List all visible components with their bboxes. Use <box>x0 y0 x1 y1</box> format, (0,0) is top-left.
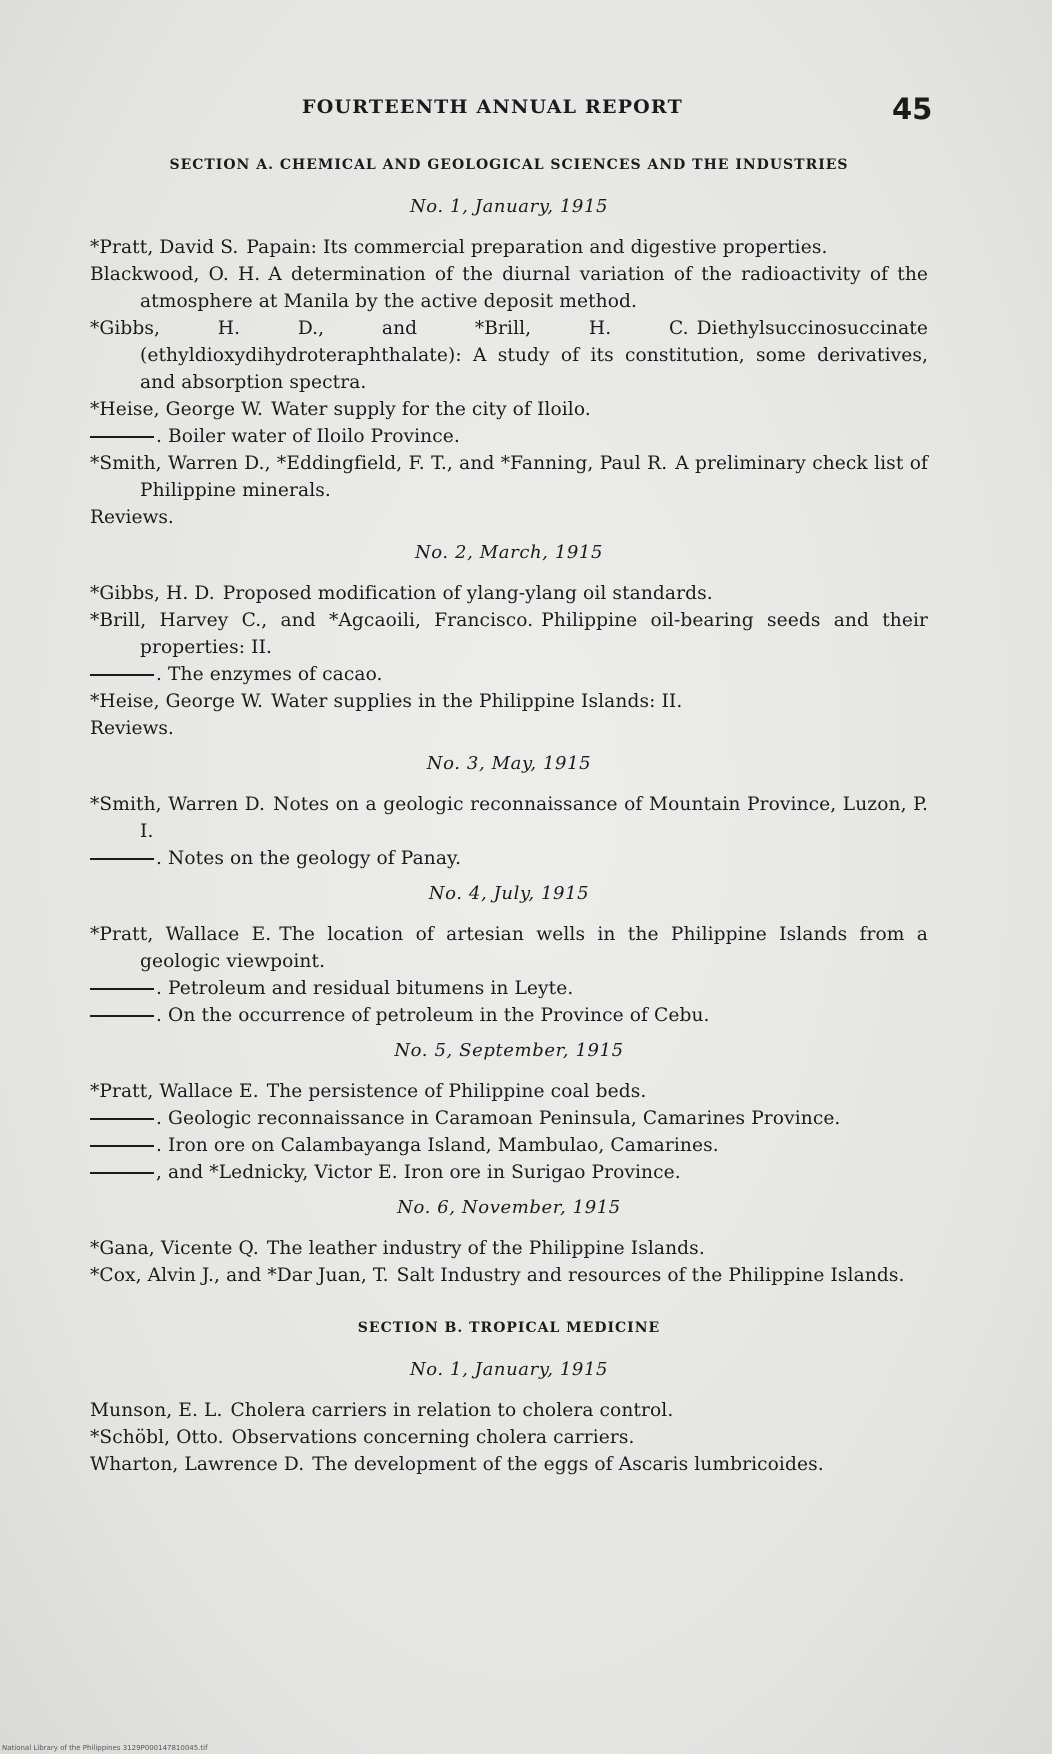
entry-title: The location of artesian wells in the Philippine Islands from a geologic viewpoint. <box>140 924 928 972</box>
issue-heading: No. 5, September, 1915 <box>394 1040 624 1061</box>
section-heading: SECTION A. CHEMICAL AND GEOLOGICAL SCIENCES AND THE INDUSTRIES <box>169 157 849 173</box>
running-title: FOURTEENTH ANNUAL REPORT <box>302 96 683 118</box>
entry-title: . Petroleum and residual bitumens in Leyte. <box>156 978 574 999</box>
bibliography-entry <box>90 1002 928 1029</box>
bibliography-entry <box>90 921 928 975</box>
ditto-dash <box>90 1015 154 1017</box>
ditto-dash <box>90 1145 154 1147</box>
ditto-dash <box>90 988 154 990</box>
issue-heading: No. 2, March, 1915 <box>414 542 604 563</box>
spacer <box>90 531 928 539</box>
spacer <box>90 1029 928 1037</box>
ditto-dash <box>90 674 154 676</box>
issue-heading: No. 1, January, 1915 <box>409 1359 609 1380</box>
bibliography-entry <box>90 975 928 1002</box>
entry-title: The leather industry of the Philippine Islands. <box>266 1238 705 1259</box>
entry-author: *Pratt, Wallace E. <box>90 924 272 945</box>
entry-title: . The enzymes of cacao. <box>156 664 383 685</box>
bibliography-entry <box>90 580 928 607</box>
bibliography-entry <box>90 1235 928 1262</box>
entry-author: Blackwood, O. H. <box>90 264 261 285</box>
entry-title: Water supply for the city of Iloilo. <box>271 399 591 420</box>
bibliography-entry <box>90 845 928 872</box>
entry-author: *Gibbs, H. D. <box>90 583 215 604</box>
entry-author: *Smith, Warren D. <box>90 794 266 815</box>
scan-footer: National Library of the Philippines 3129P000147810045.tif <box>2 1744 208 1752</box>
entry-title: . Boiler water of Iloilo Province. <box>156 426 460 447</box>
bibliography-entry <box>90 423 928 450</box>
spacer <box>90 742 928 750</box>
page-number: 45 <box>892 92 933 126</box>
bibliography-entry <box>90 1078 928 1105</box>
entry-author: *Heise, George W. <box>90 691 264 712</box>
entry-author: *Heise, George W. <box>90 399 264 420</box>
spacer <box>90 1478 928 1486</box>
bibliography-entry <box>90 1424 928 1451</box>
entry-title: A determination of the diurnal variation of the radioactivity of the atmosphere at Manila by the active deposit method. <box>140 264 929 312</box>
issue-heading: No. 4, July, 1915 <box>428 883 590 904</box>
bibliography-entry <box>90 450 928 504</box>
entry-title: Philippine oil-bearing seeds and their properties: II. <box>140 610 928 658</box>
entry-title: . Iron ore on Calambayanga Island, Mambulao, Camarines. <box>156 1135 719 1156</box>
entry-author: Wharton, Lawrence D. <box>90 1454 305 1475</box>
entry-author: *Gana, Vicente Q. <box>90 1238 259 1259</box>
entry-author: *Cox, Alvin J., and *Dar Juan, T. <box>90 1265 389 1286</box>
bibliography-entry <box>90 1132 928 1159</box>
issue-heading: No. 3, May, 1915 <box>426 753 592 774</box>
bibliography-entry <box>90 1451 928 1478</box>
bibliography-entry <box>90 688 928 715</box>
entry-title: . On the occurrence of petroleum in the Province of Cebu. <box>156 1005 710 1026</box>
entry-author: *Smith, Warren D., *Eddingfield, F. T., and *Fanning, Paul R. <box>90 453 668 474</box>
entry-title: The persistence of Philippine coal beds. <box>266 1081 647 1102</box>
issue-heading: No. 1, January, 1915 <box>409 196 609 217</box>
entry-title: A preliminary check list of Philippine minerals. <box>140 453 928 501</box>
ditto-dash <box>90 858 154 860</box>
entry-title: . Notes on the geology of Panay. <box>156 848 462 869</box>
section-heading: SECTION B. TROPICAL MEDICINE <box>357 1320 661 1336</box>
bibliography-entry <box>90 1397 928 1424</box>
spacer <box>90 872 928 880</box>
ditto-dash <box>90 1172 154 1174</box>
bibliography-entry <box>90 1159 928 1186</box>
entry-author: *Gibbs, H. D., and *Brill, H. C. <box>90 318 689 339</box>
bibliography-entry <box>90 791 928 845</box>
reviews-line: Reviews. <box>90 718 174 739</box>
reviews-line: Reviews. <box>90 507 174 528</box>
entry-author: Munson, E. L. <box>90 1400 223 1421</box>
entry-title: Notes on a geologic reconnaissance of Mountain Province, Luzon, P. I. <box>140 794 928 842</box>
entry-author: *Pratt, David S. <box>90 237 239 258</box>
issue-heading: No. 6, November, 1915 <box>397 1197 621 1218</box>
entry-title: Cholera carriers in relation to cholera control. <box>230 1400 674 1421</box>
entry-author: *Pratt, Wallace E. <box>90 1081 259 1102</box>
entry-title: Observations concerning cholera carriers. <box>231 1427 635 1448</box>
document-body <box>90 152 928 1486</box>
entry-title: Water supplies in the Philippine Islands: II. <box>271 691 683 712</box>
bibliography-entry <box>90 315 928 396</box>
entry-author: *Brill, Harvey C., and *Agcaoili, Francisco. <box>90 610 534 631</box>
entry-title: Papain: Its commercial preparation and digestive properties. <box>246 237 828 258</box>
ditto-dash <box>90 436 154 438</box>
ditto-dash <box>90 1118 154 1120</box>
bibliography-entry <box>90 234 928 261</box>
entry-title: . Geologic reconnaissance in Caramoan Peninsula, Camarines Province. <box>156 1108 841 1129</box>
running-head <box>0 94 1052 134</box>
entry-author: *Schöbl, Otto. <box>90 1427 224 1448</box>
spacer <box>90 1186 928 1194</box>
entry-title: , and *Lednicky, Victor E. Iron ore in Surigao Province. <box>156 1162 681 1183</box>
bibliography-entry <box>90 607 928 661</box>
entry-title: Proposed modification of ylang-ylang oil standards. <box>222 583 713 604</box>
bibliography-entry <box>90 261 928 315</box>
entry-title: Salt Industry and resources of the Philippine Islands. <box>396 1265 905 1286</box>
entry-title: The development of the eggs of Ascaris lumbricoides. <box>312 1454 824 1475</box>
bibliography-entry <box>90 1105 928 1132</box>
spacer <box>90 1289 928 1297</box>
bibliography-entry <box>90 661 928 688</box>
bibliography-entry <box>90 1262 928 1289</box>
entry-title: Diethylsuccinosuccinate (ethyldioxydihydroteraphthalate): A study of its constitution, some derivatives, and absorption spectra. <box>140 318 928 393</box>
bibliography-entry <box>90 396 928 423</box>
